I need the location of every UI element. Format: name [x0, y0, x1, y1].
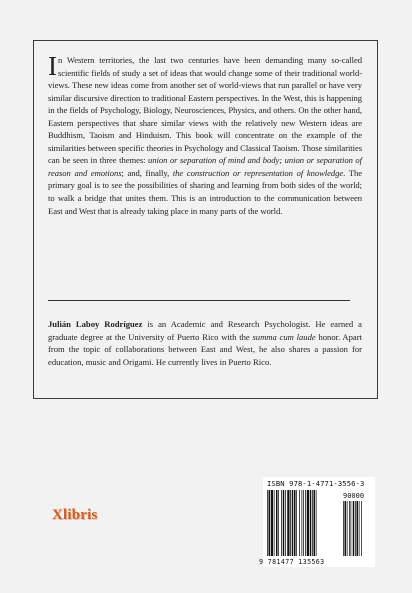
author-bio — [48, 318, 362, 368]
barcode-bar — [294, 490, 296, 556]
barcode-bar — [303, 490, 304, 556]
section-divider — [48, 300, 350, 301]
barcode-bar — [307, 490, 309, 556]
author-name: Julián Laboy Rodríguez — [48, 319, 143, 329]
barcode-bar — [285, 490, 286, 556]
barcode-addon-bar — [345, 501, 347, 556]
barcode-addon-bar — [347, 501, 348, 556]
description-text-2: ; and, finally, — [121, 167, 173, 178]
barcode-addon-bar — [351, 501, 352, 556]
barcode-digits: 9 781477 135563 — [259, 558, 325, 566]
barcode-bar — [299, 490, 300, 556]
drop-cap: I — [48, 51, 57, 81]
barcode-addon-bar — [353, 501, 355, 556]
barcode-bar — [283, 490, 285, 556]
barcode-bar — [316, 490, 317, 556]
bio-text-1: is an Academic and Research Psychologist. He earned a graduate degree at the University of Puerto Rico with the — [48, 319, 363, 342]
description-text-1: n Western territories, the last two centuries have been demanding many so-called scientific fields of study a set of ideas that would change some of their traditional world-views. These new ideas come from another set of world-views that run parallel or have very similar discursive direction to traditional Eastern perspectives. In the West, this is happening in the fields of Psychology, Biology, Neurosciences, Physics, and others. On the other hand, Eastern perspectives that share similar views with the relatively new Western ideas are Buddhism, Taoism and Hinduism. This book will concentrate on the example of the similarities between specific theories in Psychology and Classical Taoism. Those similarities can be seen in three themes: — [48, 55, 363, 166]
barcode-addon-digits: 90000 — [343, 492, 365, 500]
barcode-bar — [296, 490, 297, 556]
bio-text-2: honor. Apart from the topic of collaborations between East and West, he also shares a passion for education, music and Origami. He currently lives in Puerto Rico. — [48, 331, 362, 367]
barcode-addon-bar — [357, 501, 359, 556]
isbn-label: ISBN 978-1-4771-3556-3 — [267, 479, 365, 488]
description-text-3: . The primary goal is to see the possibilities of sharing and learning from both sides of the world; to walk a bridge that unites them. This is an introduction to the communication between East and West that is already taking place in many parts of the world. — [48, 167, 362, 216]
barcode-addon-bar — [349, 501, 350, 556]
barcode-addon-bar — [359, 501, 360, 556]
barcode-bar — [276, 490, 278, 556]
barcode-bar — [302, 490, 303, 556]
barcode-bar — [305, 490, 306, 556]
description-themes: union or separation of mind and body; union or separation of reason and emotions — [48, 155, 362, 178]
barcode-bar — [274, 490, 275, 556]
barcode-bar — [287, 490, 289, 556]
barcode-bar — [267, 490, 268, 556]
publisher-logo: Xlibris — [52, 507, 98, 523]
barcode-bar — [310, 490, 312, 556]
barcode-addon-bar — [361, 501, 362, 556]
bio-honor: summa cum laude — [252, 331, 316, 342]
description-theme-knowledge: the construction or representation of knowledge — [172, 167, 344, 178]
barcode — [267, 490, 373, 558]
book-description — [48, 51, 363, 217]
barcode-bar — [290, 490, 291, 556]
barcode-addon-bar — [343, 501, 344, 556]
barcode-bar — [314, 490, 316, 556]
barcode-addon-bar — [355, 501, 356, 556]
barcode-bar — [269, 490, 271, 556]
barcode-bar — [278, 490, 279, 556]
barcode-bar — [312, 490, 313, 556]
barcode-bar — [281, 490, 282, 556]
barcode-bar — [292, 490, 294, 556]
barcode-bar — [271, 490, 273, 556]
